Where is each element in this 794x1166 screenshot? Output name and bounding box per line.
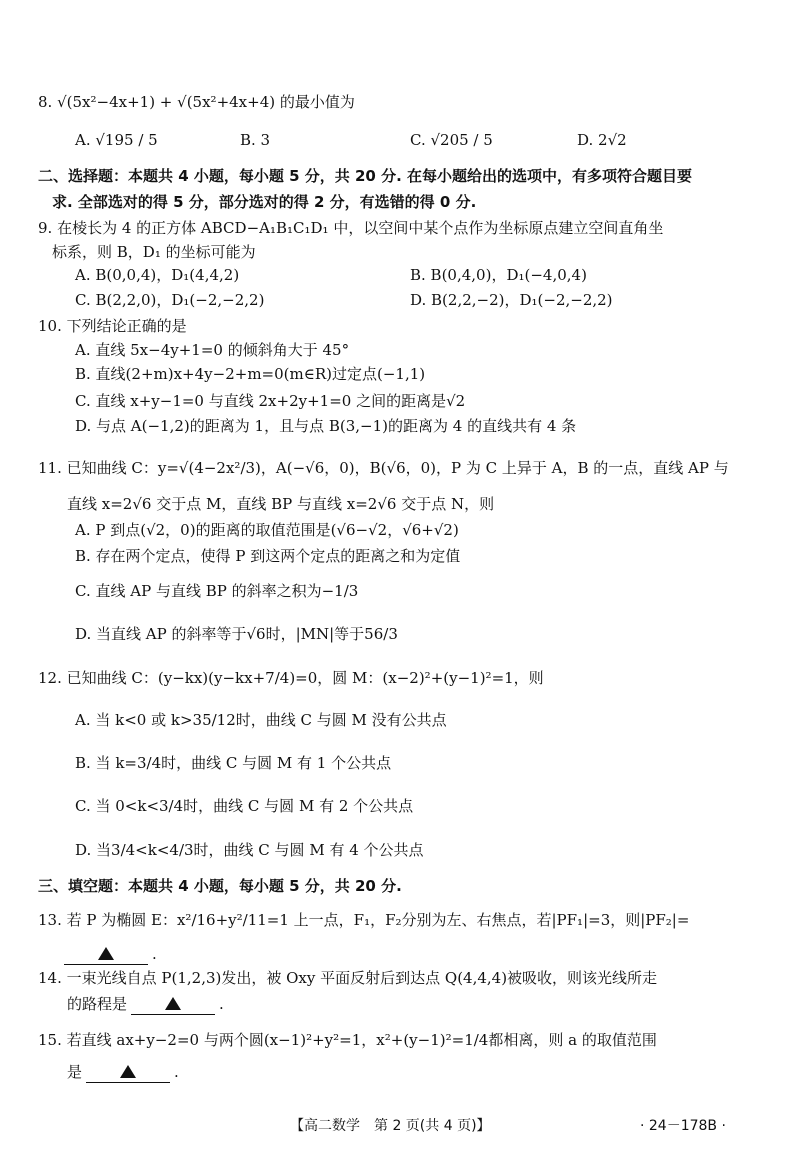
q12-option-c: C. 当 0<k<3/4时，曲线 C 与圆 M 有 2 个公共点 bbox=[75, 797, 414, 815]
q8-option-d: D. 2√2 bbox=[577, 131, 627, 149]
q8-stem: 8. √(5x²−4x+1) + √(5x²+4x+4) 的最小值为 bbox=[38, 93, 355, 111]
q9-stem-line2: 标系，则 B，D₁ 的坐标可能为 bbox=[52, 243, 256, 261]
triangle-marker-icon bbox=[165, 997, 181, 1010]
q14-stem-line2 bbox=[67, 994, 794, 1015]
section2-heading-line2: 求. 全部选对的得 5 分，部分选对的得 2 分，有选错的得 0 分. bbox=[52, 193, 477, 211]
q15-stem-line2-text: 是 bbox=[67, 1063, 83, 1081]
q10-option-c: C. 直线 x+y−1=0 与直线 2x+2y+1=0 之间的距离是√2 bbox=[75, 392, 466, 410]
q12-stem: 12. 已知曲线 C：(y−kx)(y−kx+7/4)=0，圆 M：(x−2)²+(y−1)²=1，则 bbox=[38, 669, 544, 687]
q13-answer-line bbox=[60, 944, 794, 965]
q8-option-c: C. √205 / 5 bbox=[410, 131, 493, 149]
q9-option-a: A. B(0,0,4)，D₁(4,4,2) bbox=[75, 266, 240, 284]
footer-exam-code: · 24－178B · bbox=[640, 1118, 726, 1134]
section2-heading-line1: 二、选择题：本题共 4 小题，每小题 5 分，共 20 分. 在每小题给出的选项中，有多项符合题目要 bbox=[38, 167, 693, 185]
q8-option-b: B. 3 bbox=[240, 131, 271, 149]
q10-stem: 10. 下列结论正确的是 bbox=[38, 317, 187, 335]
q11-option-c: C. 直线 AP 与直线 BP 的斜率之积为−1/3 bbox=[75, 582, 359, 600]
q8-option-a: A. √195 / 5 bbox=[75, 131, 158, 149]
footer-page-info: 【高二数学 第 2 页(共 4 页)】 bbox=[290, 1118, 491, 1134]
q12-option-d: D. 当3/4<k<4/3时，曲线 C 与圆 M 有 4 个公共点 bbox=[75, 841, 424, 859]
q9-option-d: D. B(2,2,−2)，D₁(−2,−2,2) bbox=[410, 291, 613, 309]
q15-stem-line2 bbox=[67, 1062, 794, 1083]
q13-stem-line1: 13. 若 P 为椭圆 E：x²/16+y²/11=1 上一点，F₁，F₂分别为左、右焦点，若|PF₁|=3，则|PF₂|= bbox=[38, 911, 690, 929]
section3-heading: 三、填空题：本题共 4 小题，每小题 5 分，共 20 分. bbox=[38, 877, 402, 895]
q11-stem-line1: 11. 已知曲线 C：y=√(4−2x²/3)，A(−√6，0)，B(√6，0)，P 为 C 上异于 A，B 的一点，直线 AP 与 bbox=[38, 459, 729, 477]
q15-answer-blank[interactable] bbox=[86, 1062, 170, 1083]
q13-answer-blank[interactable] bbox=[64, 944, 148, 965]
q15-end: . bbox=[174, 1063, 179, 1081]
q10-option-a: A. 直线 5x−4y+1=0 的倾斜角大于 45° bbox=[75, 341, 350, 359]
q10-option-b: B. 直线(2+m)x+4y−2+m=0(m∈R)过定点(−1,1) bbox=[75, 365, 426, 383]
q14-stem-line2-text: 的路程是 bbox=[67, 995, 128, 1013]
q15-stem-line1: 15. 若直线 ax+y−2=0 与两个圆(x−1)²+y²=1，x²+(y−1)²=1/4都相离，则 a 的取值范围 bbox=[38, 1031, 657, 1049]
q11-option-b: B. 存在两个定点，使得 P 到这两个定点的距离之和为定值 bbox=[75, 547, 461, 565]
q11-stem-line2: 直线 x=2√6 交于点 M，直线 BP 与直线 x=2√6 交于点 N，则 bbox=[67, 495, 495, 513]
q12-option-a: A. 当 k<0 或 k>35/12时，曲线 C 与圆 M 没有公共点 bbox=[75, 711, 447, 729]
q14-end: . bbox=[219, 995, 224, 1013]
q9-stem-line1: 9. 在棱长为 4 的正方体 ABCD−A₁B₁C₁D₁ 中，以空间中某个点作为坐标原点建立空间直角坐 bbox=[38, 219, 664, 237]
q12-option-b: B. 当 k=3/4时，曲线 C 与圆 M 有 1 个公共点 bbox=[75, 754, 392, 772]
q14-stem-line1: 14. 一束光线自点 P(1,2,3)发出，被 Oxy 平面反射后到达点 Q(4,4,4)被吸收，则该光线所走 bbox=[38, 969, 658, 987]
q11-option-a: A. P 到点(√2，0)的距离的取值范围是(√6−√2，√6+√2) bbox=[75, 521, 459, 539]
q9-option-b: B. B(0,4,0)，D₁(−4,0,4) bbox=[410, 266, 587, 284]
q9-option-c: C. B(2,2,0)，D₁(−2,−2,2) bbox=[75, 291, 265, 309]
triangle-marker-icon bbox=[98, 947, 114, 960]
q14-answer-blank[interactable] bbox=[131, 994, 215, 1015]
triangle-marker-icon bbox=[120, 1065, 136, 1078]
q11-option-d: D. 当直线 AP 的斜率等于√6时，|MN|等于56/3 bbox=[75, 625, 398, 643]
q10-option-d: D. 与点 A(−1,2)的距离为 1，且与点 B(3,−1)的距离为 4 的直线共有 4 条 bbox=[75, 417, 577, 435]
q13-end: . bbox=[152, 945, 157, 963]
